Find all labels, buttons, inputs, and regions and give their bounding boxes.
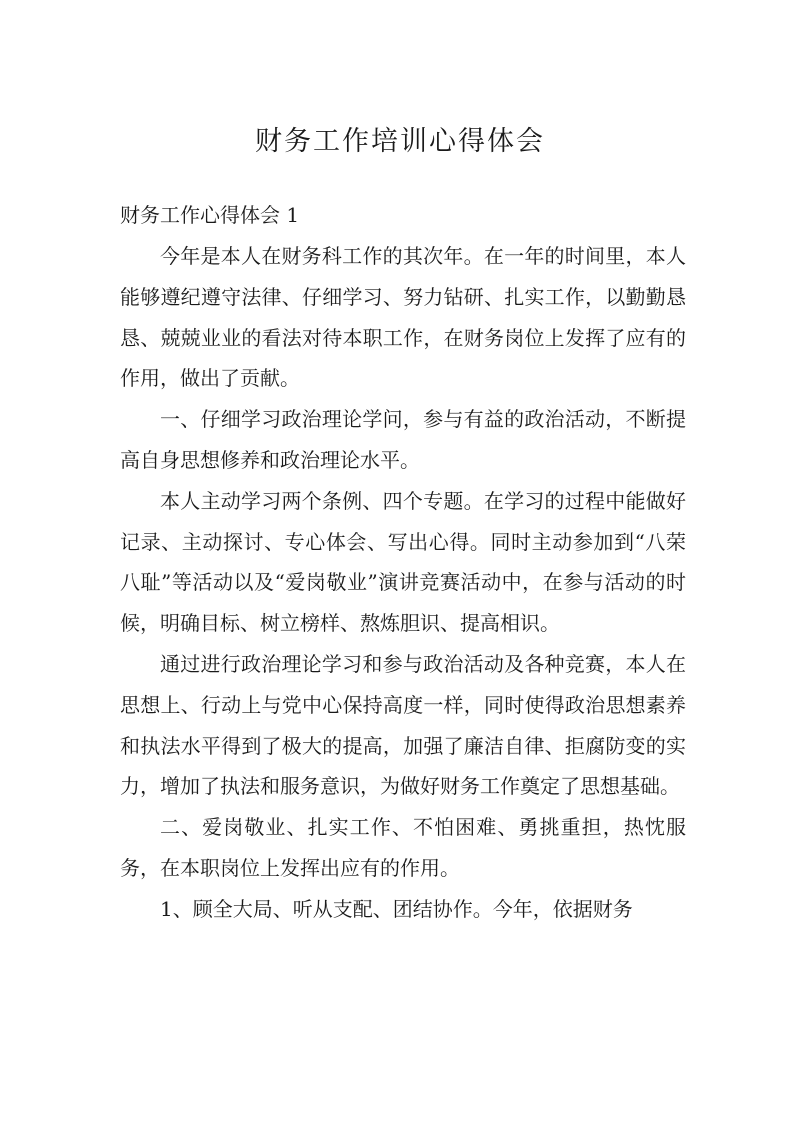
paragraph: 本人主动学习两个条例、四个专题。在学习的过程中能做好记录、主动探讨、专心体会、写出心得。同时主动参加到“八荣八耻”等活动以及“爱岗敬业”演讲竞赛活动中，在参与活动的时候，明确目标、树立榜样、熬炼胆识、提高相识。 <box>120 488 686 636</box>
paragraph: 1、顾全大局、听从支配、团结协作。今年，依据财务 <box>160 896 633 921</box>
document-body <box>120 236 686 930</box>
section-heading: 财务工作心得体会 1 <box>120 203 300 227</box>
document-title: 财务工作培训心得体会 <box>255 126 545 157</box>
paragraph: 二、爱岗敬业、扎实工作、不怕困难、勇挑重担，热忱服务，在本职岗位上发挥出应有的作用。 <box>120 815 686 880</box>
paragraph: 今年是本人在财务科工作的其次年。在一年的时间里，本人能够遵纪遵守法律、仔细学习、努力钻研、扎实工作，以勤勤恳恳、兢兢业业的看法对待本职工作，在财务岗位上发挥了应有的作用，做出了贡献。 <box>120 244 686 391</box>
paragraph: 一、仔细学习政治理论学问，参与有益的政治活动，不断提高自身思想修养和政治理论水平。 <box>120 407 686 472</box>
paragraph: 通过进行政治理论学习和参与政治活动及各种竞赛，本人在思想上、行动上与党中心保持高度一样，同时使得政治思想素养和执法水平得到了极大的提高，加强了廉洁自律、拒腐防变的实力，增加了执法和服务意识，为做好财务工作奠定了思想基础。 <box>120 651 686 799</box>
